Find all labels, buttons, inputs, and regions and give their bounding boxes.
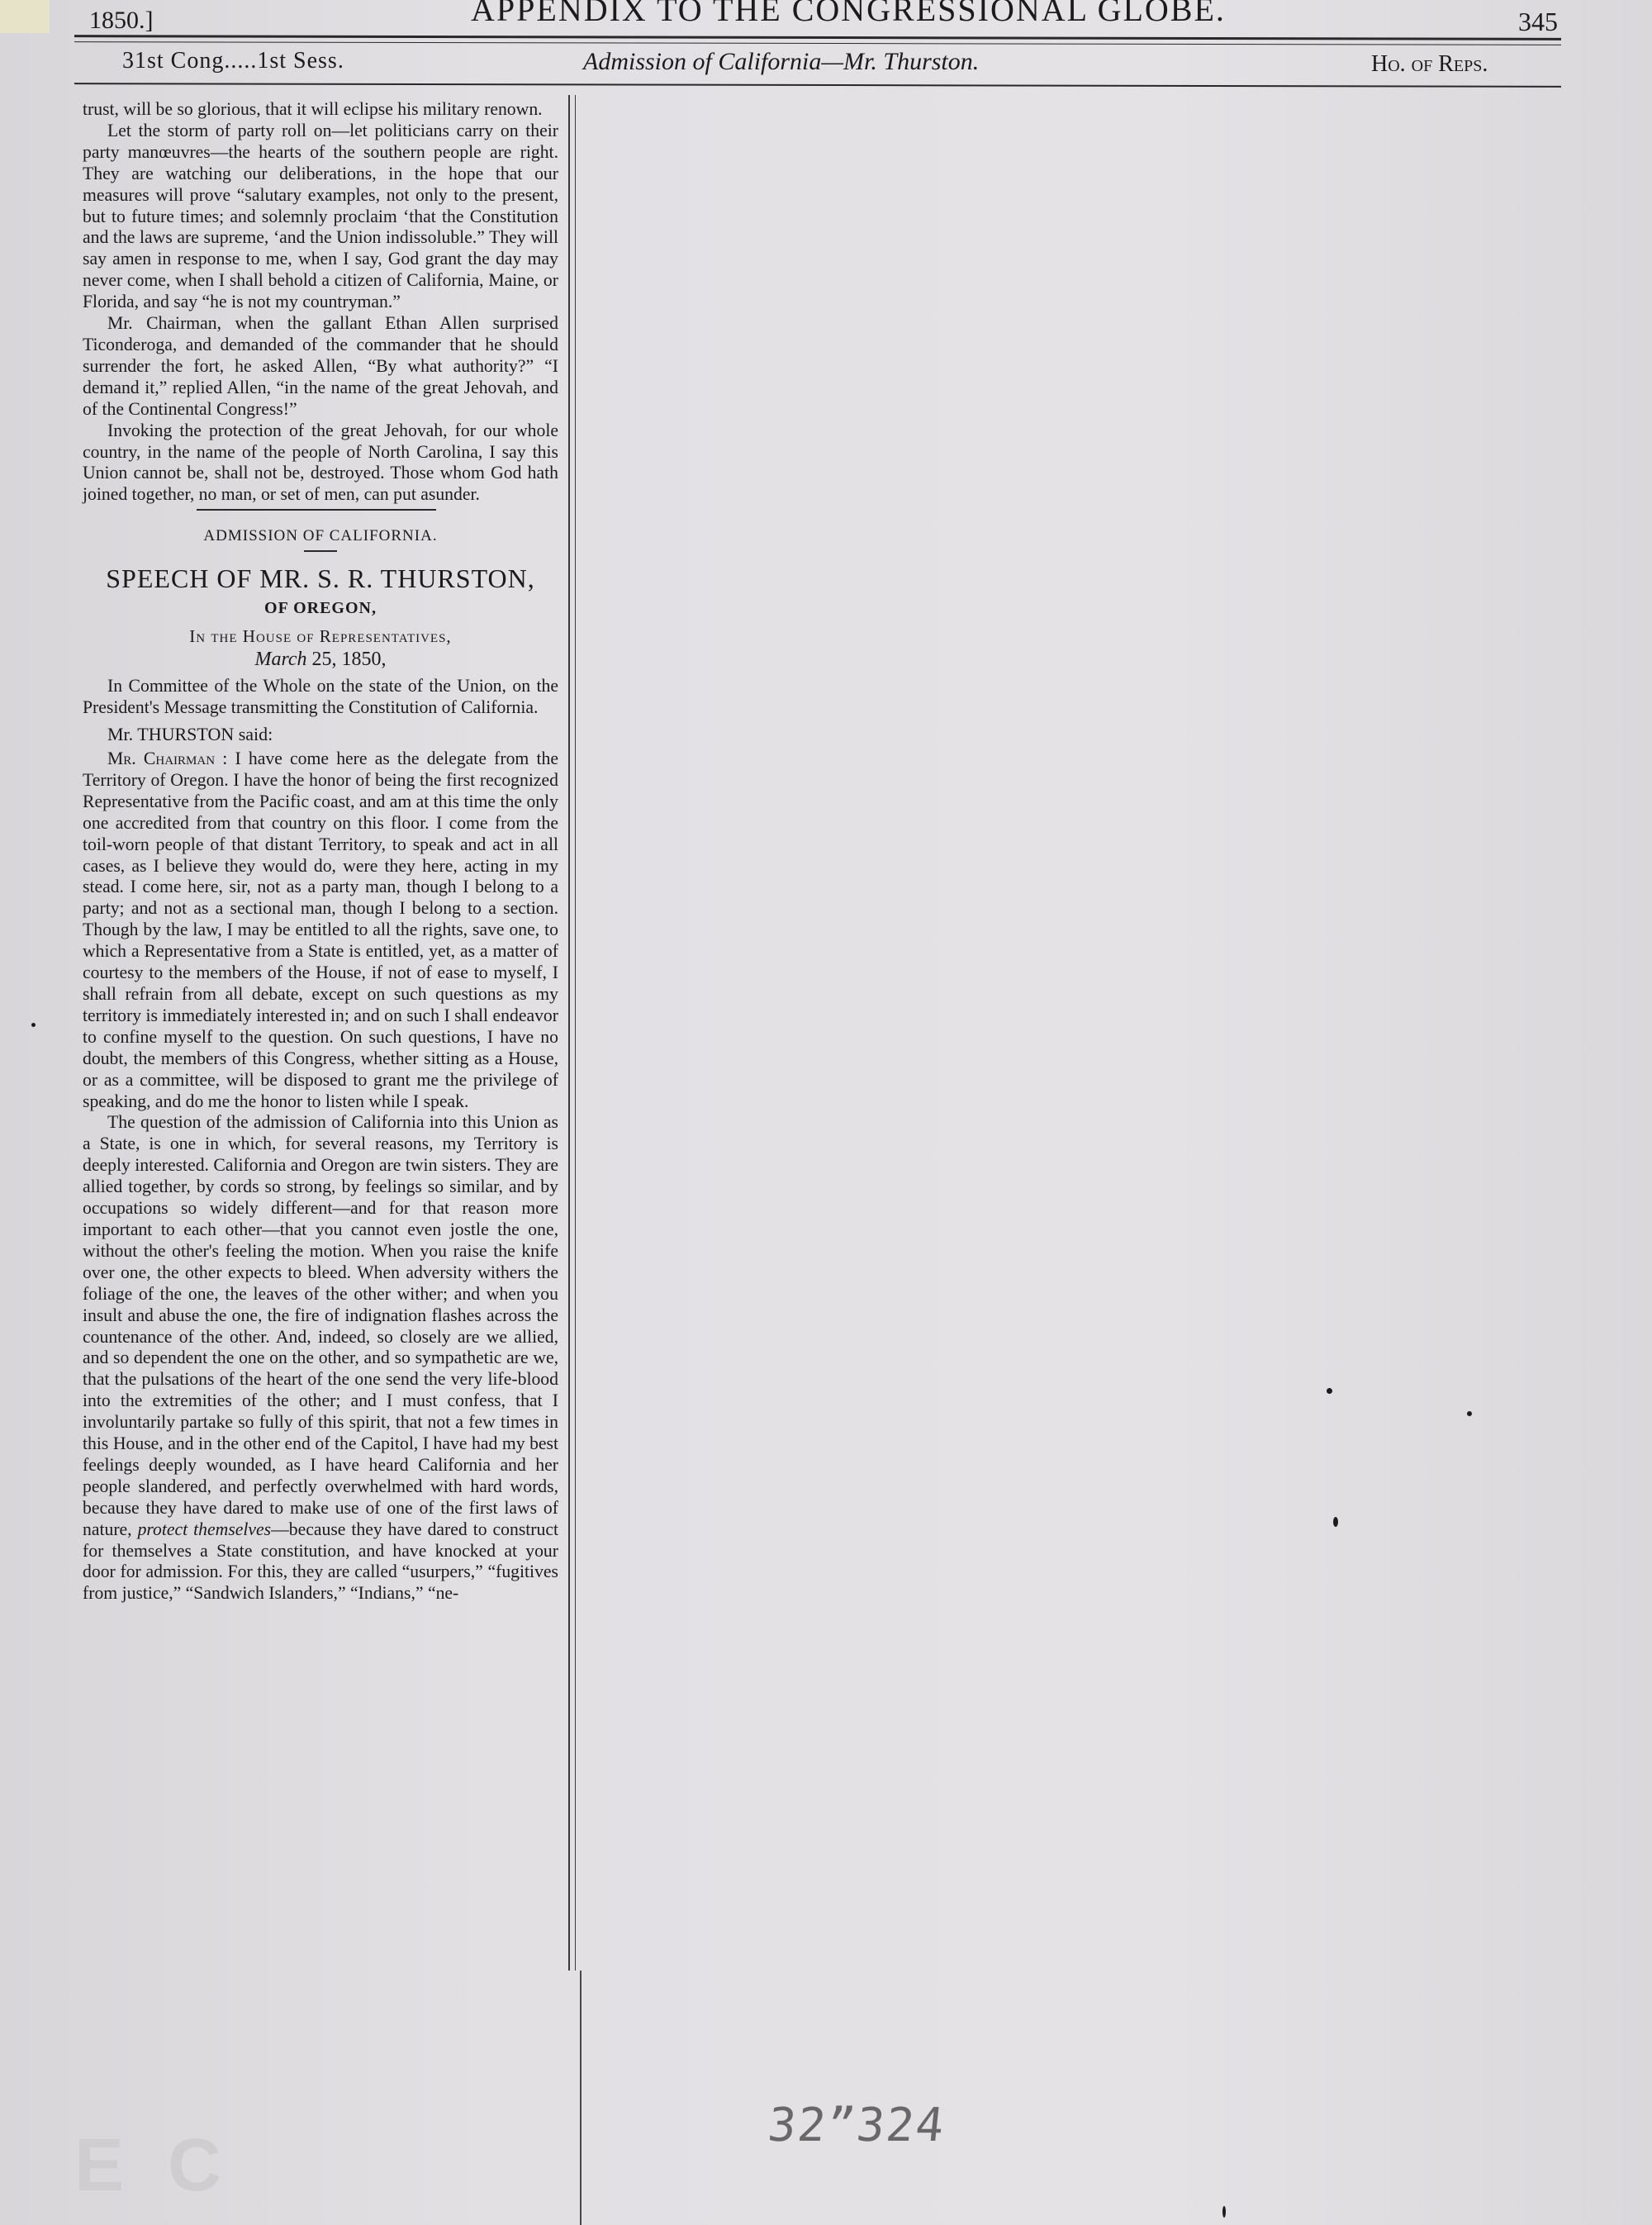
paragraph-text: I have come here as the delegate from the Territory of Oregon. I have the honor of being the first recognized Representative from the Pacific coast, and am at this time the only one accredited from that country on this floor. I come from the toil-worn people of that distant Territory, to speak and act in all cases, as I believe they would do, were they here, acting in my stead. I come here, sir, not as a party man, though I belong to a party; and not as a sectional man, though I belong to a section. Though by the law, I may be entitled to all the rights, save one, to which a Representative from a State is entitled, yet, as a matter of courtesy to the members of the House, if not of ease to myself, I shall refrain from all debate, except on such questions as my territory is immediately interested in; and on such I shall endeavor to confine myself to the question. On such questions, I have no doubt, the members of this Congress, whether sitting as a House, or as a committee, will be disposed to grant me the privilege of speaking, and do me the honor to listen while I speak. — [83, 749, 558, 1111]
column-rule-thin — [575, 95, 576, 1971]
date-rest: 25, 1850, — [306, 649, 387, 671]
page-header — [0, 0, 1652, 91]
column-rule — [568, 95, 570, 1971]
header-rule-thin — [74, 41, 1561, 45]
header-title: APPENDIX TO THE CONGRESSIONAL GLOBE. — [471, 0, 1226, 28]
continued-paragraph: Invoking the protection of the great Jehovah, for our whole country, in the name of the people of North Carolina, I say this Union cannot be, shall not be, destroyed. Those whom God hath joined together, no man, or set of men, can put asunder. — [83, 420, 558, 505]
paragraph-text: —because they have dared to construct for themselves a State constitution, and have knocked at your door for admission. For this, they are called “usurpers,” “fugitives from justice,” “Sandwich Islanders,” “Indians,” “ne- — [83, 1519, 559, 1604]
heading-divider — [304, 550, 337, 552]
date-month: March — [254, 649, 307, 671]
speech-date — [83, 649, 558, 671]
bleed-through: E C — [74, 2124, 234, 2207]
speech-title: SPEECH OF MR. S. R. THURSTON, — [106, 563, 535, 594]
ink-speck — [1333, 1517, 1338, 1527]
ink-speck — [1222, 2206, 1226, 2218]
chamber-line: In the House of Representatives, — [189, 626, 452, 647]
speaker-state: OF OREGON, — [264, 599, 377, 618]
continued-paragraph: trust, will be so glorious, that it will eclipse his military renown. — [83, 99, 543, 119]
text-column — [83, 99, 558, 1605]
section-heading: ADMISSION OF CALIFORNIA. — [203, 527, 438, 545]
speech-paragraph — [83, 749, 558, 1112]
continued-paragraph: Mr. Chairman, when the gallant Ethan Allen surprised Ticonderoga, and demanded of the commander that he should surrender the fort, he asked Allen, “By what authority?” “I demand it,” replied Allen, “in the name of the great Jehovah, and of the Continental Congress!” — [83, 313, 558, 419]
address-lead: Mr. Chairman : — [107, 749, 228, 769]
ink-speck — [31, 1023, 36, 1027]
header-year: 1850.] — [89, 7, 154, 34]
header-subtitle: Admission of California—Mr. Thurston. — [583, 48, 980, 75]
ink-speck — [1467, 1411, 1472, 1416]
emphasis-text: protect themselves — [137, 1519, 272, 1539]
gutter-line — [580, 1971, 582, 2225]
section-divider — [197, 509, 436, 511]
subheader-rule — [74, 83, 1561, 88]
speech-paragraph — [83, 1112, 558, 1605]
committee-line: In Committee of the Whole on the state of the Union, on the President's Message transmitting the Constitution of California. — [83, 676, 558, 718]
header-rule — [74, 35, 1561, 40]
congress-session: 31st Cong.....1st Sess. — [122, 48, 344, 74]
continued-paragraph: Let the storm of party roll on—let politicians carry on their party manœuvres—the hearts of the southern people are right. They are watching our deliberations, in the hope that our measures will prove “salutary examples, not only to the present, but to future times; and solemnly proclaim ‘that the Constitution and the laws are supreme, ‘and the Union indissoluble.” They will say amen in response to me, when I say, God grant the day may never come, when I shall behold a citizen of California, Maine, or Florida, and say “he is not my countryman.” — [83, 120, 558, 312]
page-number: 345 — [1518, 7, 1558, 36]
library-stamp: 32”324 — [765, 2099, 948, 2152]
house-label: Ho. of Reps. — [1371, 51, 1488, 77]
speaker-said: Mr. THURSTON said: — [107, 724, 273, 745]
paragraph-text: The question of the admission of California into this Union as a State, is one in which, for several reasons, my Territory is deeply interested. California and Oregon are twin sisters. They are allied together, by cords so strong, by feelings so similar, and by occupations so widely different—and for that reason more important to each other—that you cannot even jostle the one, without the other's feeling the motion. When you raise the knife over one, the other expects to bleed. When adversity withers the foliage of the one, the leaves of the other wither; and when you insult and abuse the one, the fire of indignation flashes across the countenance of the other. And, indeed, so closely are we allied, and so dependent the one on the other, and so sympathetic are we, that the pulsations of the heart of the one send the very life-blood into the extremities of the other; and I must confess, that I involuntarily partake so fully of this spirit, that not a few times in this House, and in the other end of the Capitol, I have had my best feelings deeply wounded, as I have heard California and her people slandered, and perfectly overwhelmed with hard words, because they have dared to make use of one of the first laws of nature, — [83, 1112, 558, 1539]
ink-speck — [1327, 1388, 1332, 1394]
